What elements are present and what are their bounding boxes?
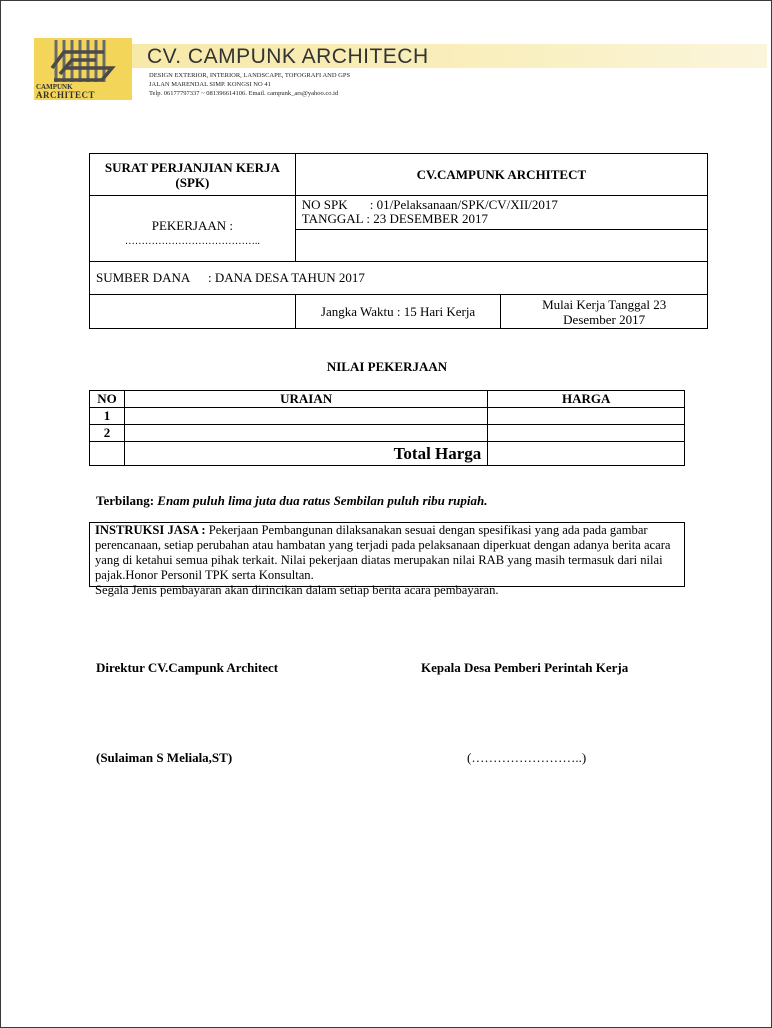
- col-header-harga: HARGA: [488, 391, 685, 408]
- col-header-no: NO: [90, 391, 125, 408]
- row-harga: [488, 408, 685, 425]
- logo-text-line-1: CAMPUNK: [36, 83, 73, 91]
- company-logo: [34, 38, 132, 100]
- spk-number-cell: [295, 196, 707, 230]
- col-header-uraian: URAIAN: [124, 391, 487, 408]
- nilai-table: [89, 390, 685, 466]
- row-harga: [488, 425, 685, 442]
- spk-title: SURAT PERJANJIAN KERJA (SPK): [90, 154, 296, 196]
- company-name: CV. CAMPUNK ARCHITECH: [147, 45, 429, 68]
- company-address: JALAN MARENDAL SIMP. KONGSI NO 41: [149, 81, 271, 88]
- company-services: DESIGN EXTERIOR, INTERIOR, LANDSCAPE, TOFOGRAFI AND GPS: [149, 72, 351, 79]
- instruksi-text-2: Segala Jenis pembayaran akan dirincikan dalam setiap berita acara pembayaran.: [95, 583, 499, 597]
- mulai-kerja: Mulai Kerja Tanggal 23 Desember 2017: [501, 295, 708, 329]
- instruksi-label: INSTRUKSI JASA :: [95, 523, 206, 537]
- row-no: 1: [90, 408, 125, 425]
- signature-right-title: Kepala Desa Pemberi Perintah Kerja: [421, 660, 629, 675]
- spk-empty-cell: [295, 230, 707, 262]
- terbilang-value: Enam puluh lima juta dua ratus Sembilan puluh ribu rupiah.: [157, 493, 488, 508]
- sumber-dana-label: SUMBER DANA: [96, 270, 191, 285]
- spk-blank-cell: [90, 295, 296, 329]
- company-contact: Telp. 06177797337 ~ 081396614106. Email. campunk_ars@yahoo.co.id: [149, 90, 339, 97]
- no-spk-value: : 01/Pelaksanaan/SPK/CV/XII/2017: [369, 197, 558, 212]
- row-uraian: [124, 425, 487, 442]
- row-no: 2: [90, 425, 125, 442]
- instruksi-box: [89, 522, 685, 597]
- sumber-dana-value: : DANA DESA TAHUN 2017: [208, 270, 365, 285]
- jangka-waktu: Jangka Waktu : 15 Hari Kerja: [295, 295, 501, 329]
- row-uraian: [124, 408, 487, 425]
- total-value: [488, 442, 685, 466]
- spk-table: [89, 153, 708, 329]
- logo-text: [36, 83, 130, 100]
- terbilang: [96, 493, 487, 509]
- signature-right-name: (……………………..): [467, 750, 587, 765]
- signature-left-title: Direktur CV.Campunk Architect: [96, 660, 279, 675]
- sumber-dana-cell: [90, 262, 708, 295]
- pekerjaan-cell: [90, 196, 296, 262]
- table-row: [90, 408, 685, 425]
- pekerjaan-value: …………………………………..: [124, 235, 260, 247]
- total-blank-cell: [90, 442, 125, 466]
- nilai-title: NILAI PEKERJAAN: [326, 359, 448, 374]
- terbilang-label: Terbilang:: [96, 493, 155, 508]
- total-label: Total Harga: [124, 442, 487, 466]
- logo-text-line-2: ARCHITECT: [36, 90, 96, 100]
- spk-date: TANGGAL : 23 DESEMBER 2017: [301, 211, 489, 226]
- table-row: [90, 425, 685, 442]
- pekerjaan-label: PEKERJAAN :: [151, 217, 234, 233]
- signature-left-name: (Sulaiman S Meliala,ST): [96, 750, 233, 765]
- instruksi-text: Pekerjaan Pembangunan dilaksanakan sesuai dengan spesifikasi yang ada pada gambar perencanaan, setiap perubahan atau hambatan yang terjadi pada pelaksanaan diperkuat dengan adanya berita acara yang di ketahui semua pihak terkait. Nilai pekerjaan diatas merupakan nilai RAB yang masih termasuk dari nilai pajak.Honor Personil TPK serta Konsultan.: [95, 523, 671, 582]
- spk-company: CV.CAMPUNK ARCHITECT: [295, 154, 707, 196]
- no-spk-label: NO SPK: [301, 197, 348, 212]
